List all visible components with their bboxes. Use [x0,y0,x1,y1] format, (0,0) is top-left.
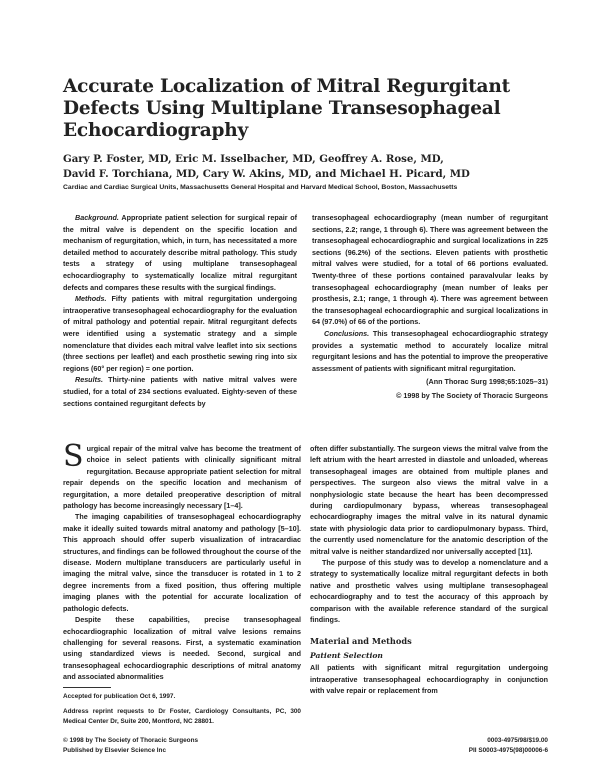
body-paragraph: Surgical repair of the mitral valve has become the treatment of choice in select patients with clinically significant mitral regurgitation. Because appropriate patient selection for mitral repair depends on the specific location and mechanism of regurgitation, a more detailed preoperative description of mitral pathology has become increasingly necessary [1–4]. [63,439,301,511]
abstract-background: Background. Appropriate patient selection for surgical repair of the mitral valve is dependent on the specific location and mechanism of regurgitation, which, in turn, has necessitated a more detailed method to accurately describe mitral pathology. This study tests a strategy of using multiplane transesophageal echocardiography to systematically localize mitral regurgitant defects and compares these results with the surgical findings. [63,213,297,292]
abstract-copyright: © 1998 by The Society of Thoracic Surgeons [396,390,548,400]
body-paragraph: Despite these capabilities, precise transesophageal echocardiographic localization of mitral valve lesions remains challenging for several reasons. First, a systematic examination using standardized views is needed. Second, surgical and transesophageal echocardiographic descriptions of mitral anatomy and associated abnormalities [63,615,301,682]
drop-cap: S [63,439,84,474]
body-paragraph: All patients with significant mitral regurgitation undergoing intraoperative transesophageal echocardiography in conjunction with valve repair or replacement from [310,663,548,696]
abstract-results-continued: transesophageal echocardiography (mean number of regurgitant sections, 2.2; range, 1 through 6). There was agreement between the transesophageal echocardiographic and surgical localizations in 225 sections (96.2%) of the sections. Eleven patients with prosthetic mitral valves were studied, for a total of 66 portions evaluated. Twenty-three of these portions contained paravalvular leaks by transesophageal echocardiography (mean number of leaks per prosthesis, 2.1; range, 1 through 4). There was agreement between the transesophageal echocardiographic and surgical localizations in 64 (97.0%) of 66 of the portions. [312,213,548,327]
author-list [63,152,563,182]
publisher-copyright: © 1998 by The Society of Thoracic Surgeons Published by Elsevier Science Inc [63,737,199,754]
authors-line-1: Gary P. Foster, MD, Eric M. Isselbacher, MD, Geoffrey A. Rose, MD, [63,153,444,165]
footnote-divider [63,687,111,688]
body-left-column [63,439,301,726]
abstract-methods: Methods. Fifty patients with mitral regurgitation undergoing intraoperative transesophageal echocardiography for the evaluation of mitral pathology and potential repair. Mitral regurgitant defects were identified using a systematic strategy and a simple nomenclature that divides each mitral valve leaflet into six sections (three sections per leaflet) and each prosthetic sewing ring into six regions (60° per region) = one portion. [63,294,297,373]
issn-pii: 0003-4975/98/$19.00 PII S0003-4975(98)00006-6 [468,737,548,754]
reprint-address: Address reprint requests to Dr Foster, Cardiology Consultants, PC, 300 Medical Center Dr, Suite 200, Montford, NC 28801. [63,708,301,725]
body-paragraph: The imaging capabilities of transesophageal echocardiography make it ideally suited towards mitral anatomy and pathology [5–10]. This approach should offer superb visualization of intracardiac structures, and findings can be followed throughout the course of the disease. Modern multiplane transducers are particularly useful in imaging the mitral valve, since the transducer is rotated in 1 to 2 degree increments from a fixed position, thus offering multiple imaging planes with the potential for accurate localization of pathologic defects. [63,512,301,613]
section-heading: Material and Methods [310,635,412,646]
abstract-results: Results. Thirty-nine patients with native mitral valves were studied, for a total of 234 sections evaluated. Eighty-seven of these sections contained regurgitant defects by [63,375,297,408]
accepted-date: Accepted for publication Oct 6, 1997. [63,692,176,700]
body-paragraph: The purpose of this study was to develop a nomenclature and a strategy to systematically localize mitral regurgitant defects in both native and prosthetic valves using multiplane transesophageal echocardiography and to test the accuracy of this approach by comparison with the available reference standard of the surgical findings. [310,558,548,625]
abstract-left-column [63,212,297,409]
affiliation: Cardiac and Cardiac Surgical Units, Massachusetts General Hospital and Harvard Medical School, Boston, Massachusetts [63,184,458,191]
subsection-heading: Patient Selection [310,650,383,660]
article-title: Accurate Localization of Mitral Regurgitant Defects Using Multiplane Transesophageal Echocardiography [63,76,510,141]
body-right-column [310,443,548,697]
journal-citation: (Ann Thorac Surg 1998;65:1025–31) [426,377,548,387]
abstract-conclusions: Conclusions. This transesophageal echocardiographic strategy provides a systematic method to accurately localize mitral regurgitant lesions and has the potential to improve the preoperative assessment of patients with significant mitral regurgitation. [312,328,549,373]
body-paragraph: often differ substantially. The surgeon views the mitral valve from the left atrium with the heart arrested in diastole and unloaded, whereas transesophageal images are obtained from multiple planes and perspectives. The surgeon also views the mitral valve in a nonphysiologic state because the heart has been decompressed during cardiopulmonary bypass, whereas transesophageal echocardiography images the mitral valve in its natural dynamic state with physiologic data prior to cardiopulmonary bypass. Third, the currently used nomenclature for the anatomic description of the mitral valve is neither standardized nor universally accepted [11]. [310,444,548,556]
authors-line-2: David F. Torchiana, MD, Cary W. Akins, MD, and Michael H. Picard, MD [63,168,470,180]
abstract-right-column [312,212,548,402]
